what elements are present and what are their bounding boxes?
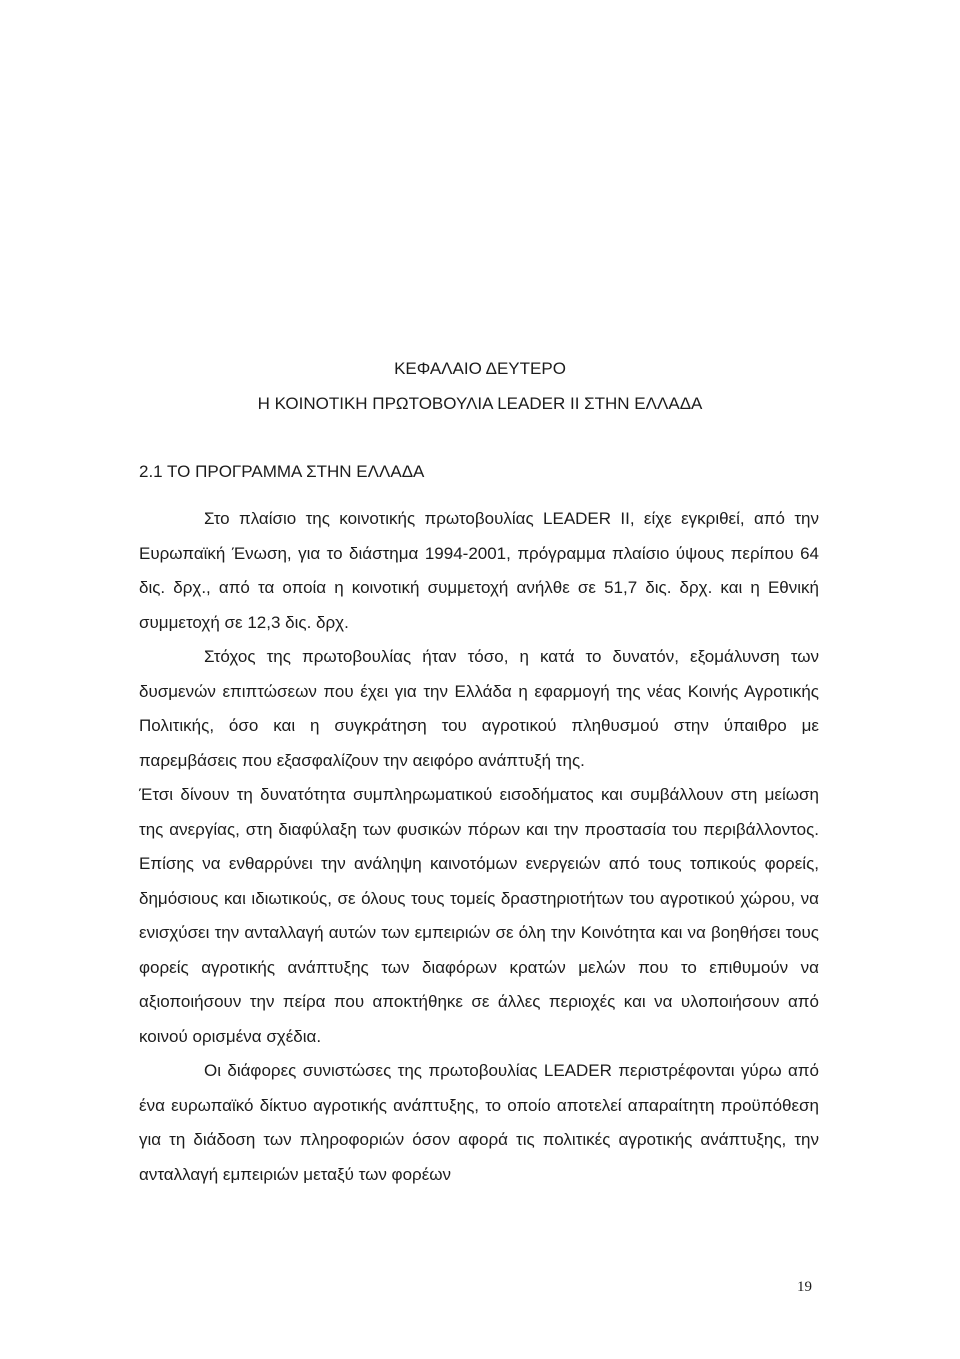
body-text — [139, 502, 819, 1192]
paragraph-3: Έτσι δίνουν τη δυνατότητα συμπληρωματικού εισοδήματος και συμβάλλουν στη μείωση της ανεργίας, στη διαφύλαξη των φυσικών πόρων και την προστασία του περιβάλλοντος. Επίσης να ενθαρρύνει την ανάληψη καινοτόμων ενεργειών από τους τοπικούς φορείς, δημόσιους και ιδιωτικούς, σε όλους τους τομείς δραστηριοτήτων του αγροτικού χώρου, να ενισχύσει την ανταλλαγή αυτών των εμπειριών σε όλη την Κοινότητα και να βοηθήσει τους φορείς αγροτικής ανάπτυξης των διαφόρων κρατών μελών που το επιθυμούν να αξιοποιήσουν την πείρα που αποκτήθηκε σε άλλες περιοχές και να υλοποιήσουν από κοινού ορισμένα σχέδια. — [139, 785, 819, 1046]
paragraph-4: Οι διάφορες συνιστώσες της πρωτοβουλίας LEADER περιστρέφονται γύρω από ένα ευρωπαϊκό δίκτυο αγροτικής ανάπτυξης, το οποίο αποτελεί απαραίτητη προϋπόθεση για τη διάδοση των πληροφοριών όσον αφορά τις πολιτικές αγροτικής ανάπτυξης, την ανταλλαγή εμπειριών μεταξύ των φορέων — [139, 1061, 819, 1184]
paragraph-2: Στόχος της πρωτοβουλίας ήταν τόσο, η κατά το δυνατόν, εξομάλυνση των δυσμενών επιπτώσεων που έχει για την Ελλάδα η εφαρμογή της νέας Κοινής Αγροτικής Πολιτικής, όσο και η συγκράτηση του αγροτικού πληθυσμού στην ύπαιθρο με παρεμβάσεις που εξασφαλίζουν την αειφόρο ανάπτυξή της. — [139, 647, 819, 770]
page-number: 19 — [797, 1279, 812, 1295]
section-heading: 2.1 ΤΟ ΠΡΟΓΡΑΜΜΑ ΣΤΗΝ ΕΛΛΑΔΑ — [139, 462, 425, 481]
chapter-label: ΚΕΦΑΛΑΙΟ ΔΕΥΤΕΡΟ — [394, 359, 566, 378]
chapter-title: Η ΚΟΙΝΟΤΙΚΗ ΠΡΩΤΟΒΟΥΛΙΑ LEADER II ΣΤΗΝ ΕΛΛΑΔΑ — [257, 394, 703, 413]
paragraph-1: Στο πλαίσιο της κοινοτικής πρωτοβουλίας LEADER II, είχε εγκριθεί, από την Ευρωπαϊκή Ένωση, για το διάστημα 1994-2001, πρόγραμμα πλαίσιο ύψους περίπου 64 δις. δρχ., από τα οποία η κοινοτική συμμετοχή ανήλθε σε 51,7 δις. δρχ. και η Εθνική συμμετοχή σε 12,3 δις. δρχ. — [139, 509, 819, 632]
